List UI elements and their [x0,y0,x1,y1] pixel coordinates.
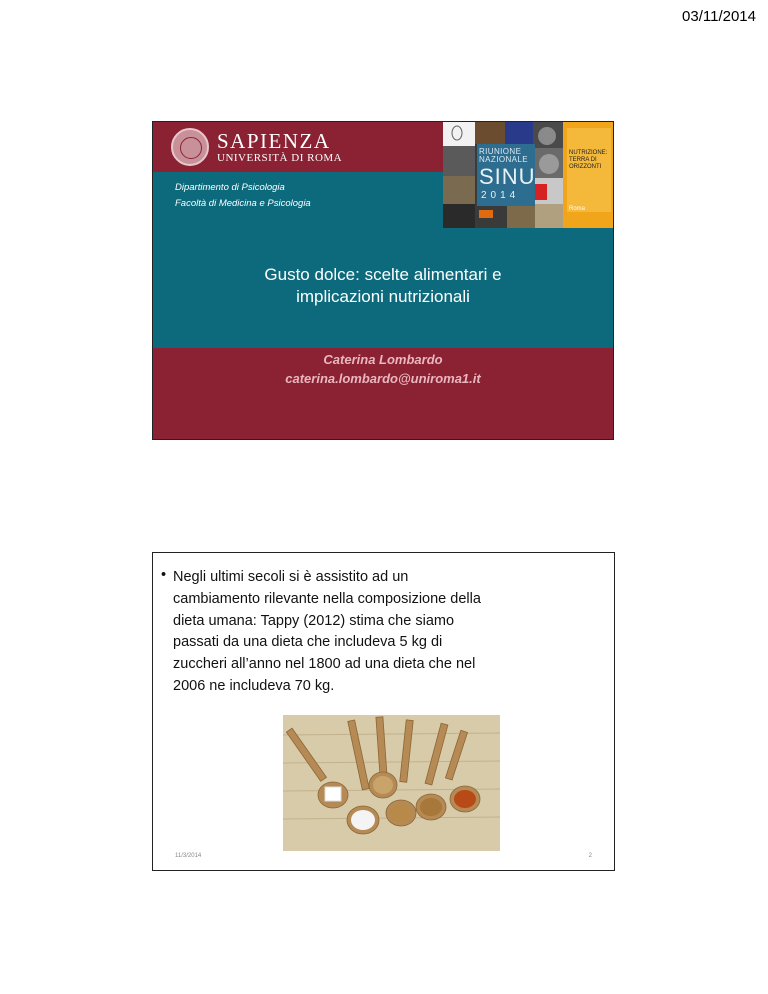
conference-poster-image [443,122,563,228]
brand-name: SAPIENZA [217,129,331,153]
university-seal-icon [171,128,209,166]
title-slide [152,121,614,440]
university-logo-text [217,130,342,165]
faculty-name: Facoltà di Medicina e Psicologia [175,198,311,209]
bullet-text [173,567,597,698]
department-name: Dipartimento di Psicologia [175,182,285,193]
text-line: Negli ultimi secoli si è assistito ad un [173,569,409,585]
poster-line1: RIUNIONE [479,147,522,156]
poster-sinu: SINU [479,164,536,189]
brand-subtitle: UNIVERSITÀ DI ROMA [217,152,343,164]
bullet-icon: • [161,567,167,583]
poster-year: 2014 [481,190,520,201]
text-line: passati da una dieta che includeva 5 kg di [173,634,443,651]
title-line-2: implicazioni nutrizionali [296,287,470,306]
poster-city: Roma [569,206,586,212]
poster-header [479,148,528,164]
poster-side-text: NUTRIZIONE: TERRA DI ORIZZONTI [569,150,608,170]
slide-footer-date: 11/3/2014 [175,853,202,859]
sugar-spoons-photo [283,715,500,851]
author-email: caterina.lombardo@uniroma1.it [285,371,481,386]
title-line-1: Gusto dolce: scelte alimentari e [264,265,502,284]
author-block [153,350,613,388]
sugar-spoons-icon [283,715,500,851]
author-name: Caterina Lombardo [323,352,443,367]
department-info [175,180,311,212]
poster-line2: NAZIONALE [479,155,528,164]
slide-title [153,264,613,308]
content-slide [152,552,615,871]
text-line: cambiamento rilevante nella composizione della [173,590,481,607]
slide-page-number: 2 [588,853,592,859]
poster-orange-panel [563,122,614,228]
page-date: 03/11/2014 [682,8,756,25]
text-line: zuccheri all’anno nel 1800 ad una dieta che nel [173,656,476,673]
text-line: 2006 ne includeva 70 kg. [173,677,335,694]
text-line: dieta umana: Tappy (2012) stima che siamo [173,612,455,629]
